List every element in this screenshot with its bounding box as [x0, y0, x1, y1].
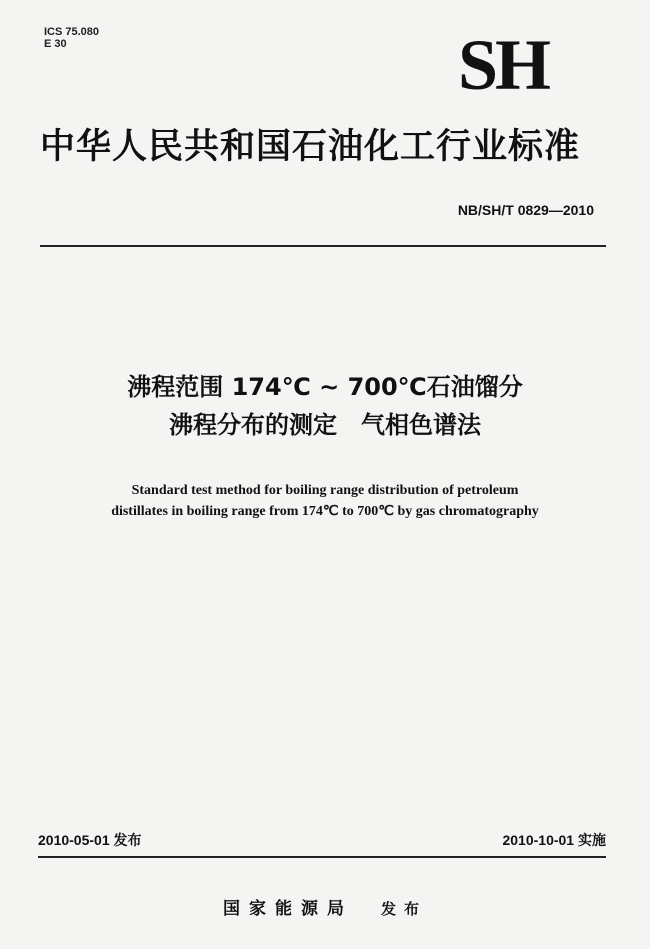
implementation-date: 2010-10-01 实施: [502, 832, 606, 848]
issuing-authority: [0, 894, 650, 919]
english-title: [0, 480, 650, 522]
standard-number: NB/SH/T 0829—2010: [457, 202, 594, 218]
issuer-name: 国家能源局: [223, 899, 354, 919]
classification-codes: [44, 26, 99, 50]
english-title-line-2: distillates in boiling range from 174℃ to 700℃ by gas chromatography: [111, 504, 539, 519]
issuer-action: 发布: [380, 900, 427, 918]
chinese-title-line-2: 沸程分布的测定 气相色谱法: [169, 411, 481, 439]
chinese-title: [0, 368, 650, 444]
issue-date: 2010-05-01 发布: [38, 832, 142, 848]
english-title-line-1: Standard test method for boiling range distribution of petroleum: [131, 483, 519, 498]
sh-logo: SH: [458, 25, 549, 105]
bottom-divider: [38, 856, 606, 858]
ics-code: ICS 75.080: [44, 26, 100, 38]
chinese-title-line-1: 沸程范围 174℃ ~ 700℃石油馏分: [127, 373, 523, 401]
top-divider: [40, 245, 606, 247]
standard-category-title: 中华人民共和国石油化工行业标准: [40, 127, 581, 167]
ccs-code: E 30: [44, 38, 67, 50]
